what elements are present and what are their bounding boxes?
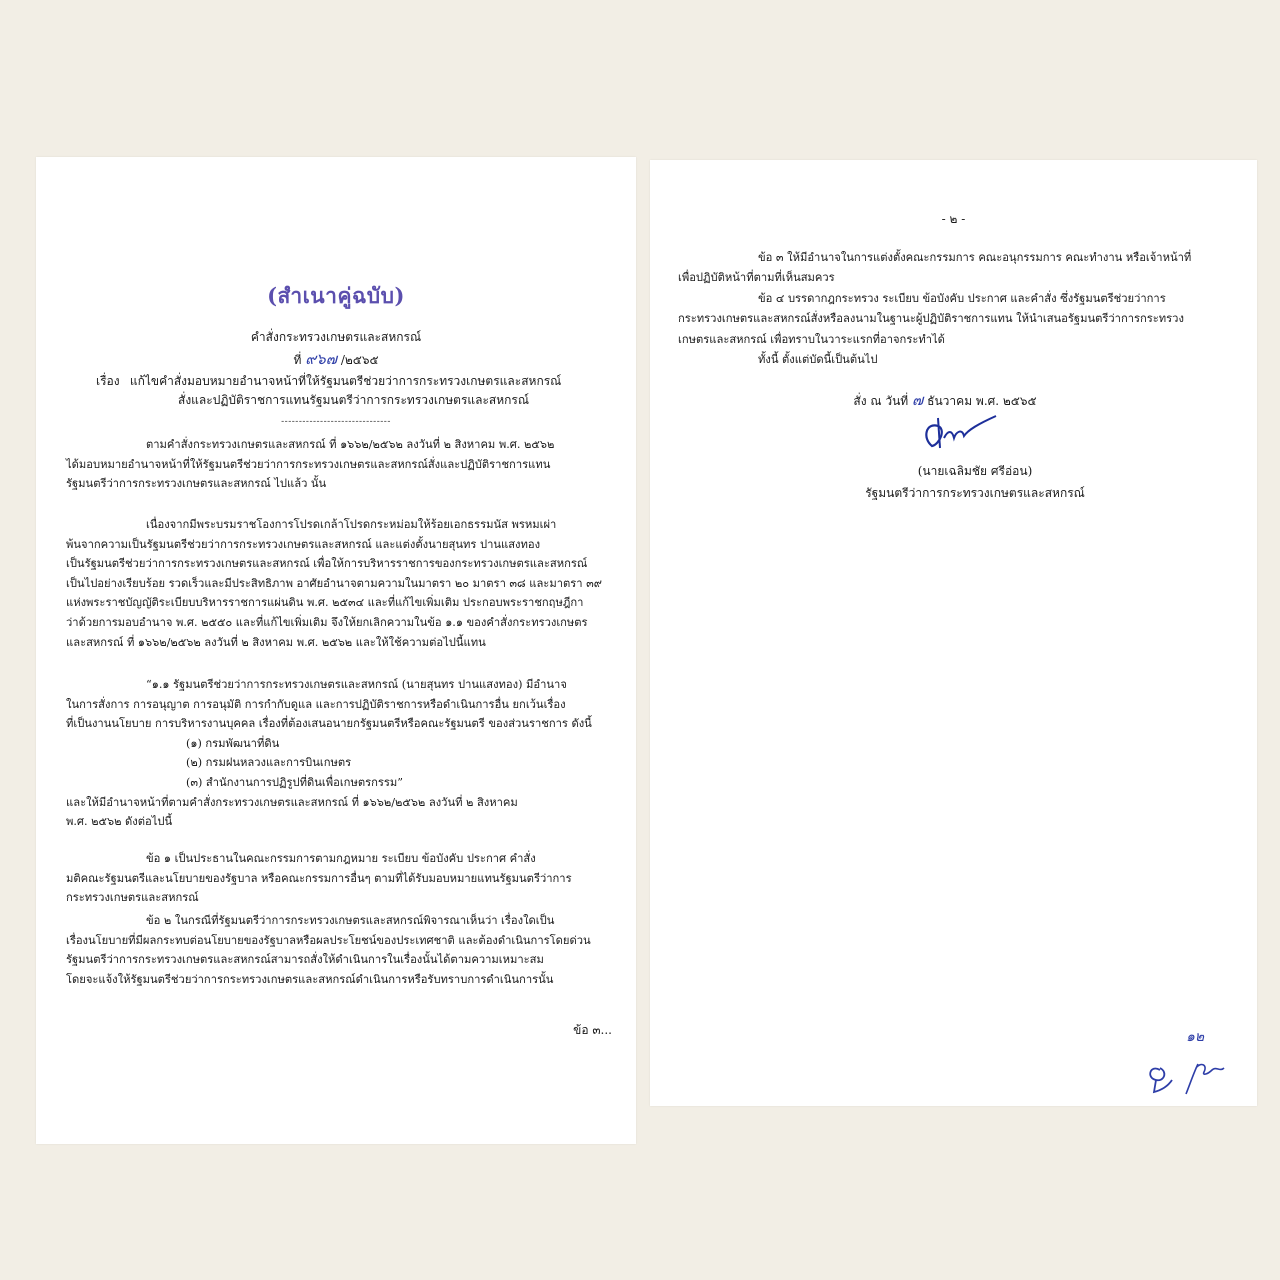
list-item: (๒) กรมฝนหลวงและการบินเกษตร bbox=[186, 756, 352, 770]
subject-label: เรื่อง bbox=[96, 374, 120, 388]
text-line: ได้มอบหมายอำนาจหน้าที่ให้รัฐมนตรีช่วยว่าการกระทรวงเกษตรและสหกรณ์สั่งและปฏิบัติราชการแทน bbox=[66, 457, 551, 471]
text-line: เกษตรและสหกรณ์ เพื่อทราบในวาระแรกที่อาจกระทำได้ bbox=[678, 332, 945, 346]
text-line: รัฐมนตรีว่าการกระทรวงเกษตรและสหกรณ์ ไปแล้ว นั้น bbox=[66, 477, 327, 491]
signer-position: รัฐมนตรีว่าการกระทรวงเกษตรและสหกรณ์ bbox=[865, 486, 1085, 500]
text-line: “๑.๑ รัฐมนตรีช่วยว่าการกระทรวงเกษตรและสหกรณ์ (นายสุนทร ปานแสงทอง) มีอำนาจ bbox=[146, 678, 567, 691]
text-line: ในการสั่งการ การอนุญาต การอนุมัติ การกำกับดูแล และการปฏิบัติราชการหรือดำเนินการอื่น ยกเว้นเรื่อง bbox=[66, 697, 566, 711]
text-line: ทั้งนี้ ตั้งแต่บัดนี้เป็นต้นไป bbox=[758, 353, 878, 367]
text-line: โดยจะแจ้งให้รัฐมนตรีช่วยว่าการกระทรวงเกษตรและสหกรณ์ดำเนินการหรือรับทราบการดำเนินการนั้น bbox=[66, 972, 554, 986]
signature bbox=[918, 408, 1008, 458]
text-line: พ.ศ. ๒๕๖๒ ดังต่อไปนี้ bbox=[66, 815, 173, 829]
text-line: เป็นไปอย่างเรียบร้อย รวดเร็วและมีประสิทธิภาพ อาศัยอำนาจตามความในมาตรา ๒๐ มาตรา ๓๘ และมาตรา ๓๙ bbox=[66, 576, 602, 590]
list-item: (๑) กรมพัฒนาที่ดิน bbox=[186, 736, 280, 750]
order-number-handwritten: ๙๖๗ bbox=[305, 350, 337, 368]
text-line: เรื่องนโยบายที่มีผลกระทบต่อนโยบายของรัฐบาลหรือผลประโยชน์ของประเทศชาติ และต้องดำเนินการโดยด่วน bbox=[66, 933, 591, 947]
initials-note: ๑๒ bbox=[1186, 1029, 1205, 1045]
order-number-suffix: /๒๕๖๕ bbox=[340, 353, 379, 367]
body-paragraph-3 bbox=[66, 675, 612, 832]
copy-stamp: (สำเนาคู่ฉบับ) bbox=[267, 283, 405, 308]
text-line: กระทรวงเกษตรและสหกรณ์ bbox=[66, 891, 199, 905]
text-line: พ้นจากความเป็นรัฐมนตรีช่วยว่าการกระทรวงเกษตรและสหกรณ์ และแต่งตั้งนายสุนทร ปานแสงทอง bbox=[66, 537, 541, 551]
signer-name: (นายเฉลิมชัย ศรีอ่อน) bbox=[917, 464, 1033, 478]
initials-mark bbox=[1138, 1024, 1238, 1104]
text-line: ข้อ ๓ ให้มีอำนาจในการแต่งตั้งคณะกรรมการ คณะอนุกรรมการ คณะทำงาน หรือเจ้าหน้าที่ bbox=[758, 251, 1192, 264]
order-number bbox=[36, 347, 636, 371]
ordered-suffix: ธันวาคม พ.ศ. ๒๕๖๕ bbox=[927, 394, 1037, 408]
text-line: เป็นรัฐมนตรีช่วยว่าการกระทรวงเกษตรและสหกรณ์ เพื่อให้การบริหารราชการของกระทรวงเกษตรและสหกรณ์ bbox=[66, 557, 588, 571]
body-paragraph-1 bbox=[66, 435, 612, 494]
ordered-day-handwritten: ๗ bbox=[912, 391, 924, 409]
subject-block bbox=[96, 372, 616, 410]
text-line: กระทรวงเกษตรและสหกรณ์สั่งหรือลงนามในฐานะผู้ปฏิบัติราชการแทน ให้นำเสนอรัฐมนตรีว่าการกระทรวง bbox=[678, 312, 1184, 326]
subject-line-1: แก้ไขคำสั่งมอบหมายอำนาจหน้าที่ให้รัฐมนตรีช่วยว่าการกระทรวงเกษตรและสหกรณ์ bbox=[129, 374, 562, 388]
document-page-1 bbox=[36, 157, 636, 1144]
body-paragraph-2 bbox=[66, 515, 612, 652]
subject-line-2: สั่งและปฏิบัติราชการแทนรัฐมนตรีว่าการกระทรวงเกษตรและสหกรณ์ bbox=[178, 393, 530, 407]
text-line: ข้อ ๑ เป็นประธานในคณะกรรมการตามกฎหมาย ระเบียบ ข้อบังคับ ประกาศ คำสั่ง bbox=[146, 852, 536, 865]
text-line: และสหกรณ์ ที่ ๑๖๖๒/๒๕๖๒ ลงวันที่ ๒ สิงหาคม พ.ศ. ๒๕๖๒ และให้ใช้ความต่อไปนี้แทน bbox=[66, 635, 486, 649]
order-number-prefix: ที่ bbox=[293, 353, 302, 367]
document-page-2 bbox=[650, 160, 1257, 1106]
text-line: ตามคำสั่งกระทรวงเกษตรและสหกรณ์ ที่ ๑๖๖๒/๒๕๖๒ ลงวันที่ ๒ สิงหาคม พ.ศ. ๒๕๖๒ bbox=[146, 438, 555, 451]
text-line: เพื่อปฏิบัติหน้าที่ตามที่เห็นสมควร bbox=[678, 271, 835, 285]
text-line: มติคณะรัฐมนตรีและนโยบายของรัฐบาล หรือคณะกรรมการอื่นๆ ตามที่ได้รับมอบหมายแทนรัฐมนตรีว่าการ bbox=[66, 871, 572, 885]
text-line: รัฐมนตรีว่าการกระทรวงเกษตรและสหกรณ์สามารถสั่งให้ดำเนินการในเรื่องนั้นได้ตามความเหมาะสม bbox=[66, 953, 544, 967]
text-line: แห่งพระราชบัญญัติระเบียบบริหารราชการแผ่นดิน พ.ศ. ๒๕๓๔ และที่แก้ไขเพิ่มเติม ประกอบพระราชกฤษฎีกา bbox=[66, 596, 584, 610]
text-line: ว่าด้วยการมอบอำนาจ พ.ศ. ๒๕๕๐ และที่แก้ไขเพิ่มเติม จึงให้ยกเลิกความในข้อ ๑.๑ ของคำสั่งกระทรวงเกษตร bbox=[66, 615, 588, 629]
ordered-prefix: สั่ง ณ วันที่ bbox=[853, 394, 909, 408]
clause-1 bbox=[66, 849, 612, 908]
clauses-3-4 bbox=[678, 248, 1233, 370]
order-title: คำสั่งกระทรวงเกษตรและสหกรณ์ bbox=[250, 330, 422, 344]
text-line: ที่เป็นงานนโยบาย การบริหารงานบุคคล เรื่องที่ต้องเสนอนายกรัฐมนตรีหรือคณะรัฐมนตรี ของส่วนราชการ ดังนี้ bbox=[66, 717, 592, 731]
page-number: - ๒ - bbox=[941, 212, 966, 226]
text-line: ข้อ ๔ บรรดากฎกระทรวง ระเบียบ ข้อบังคับ ประกาศ และคำสั่ง ซึ่งรัฐมนตรีช่วยว่าการ bbox=[758, 291, 1166, 305]
text-line: เนื่องจากมีพระบรมราชโองการโปรดเกล้าโปรดกระหม่อมให้ร้อยเอกธรรมนัส พรหมเผ่า bbox=[146, 518, 557, 531]
list-item: (๓) สำนักงานการปฏิรูปที่ดินเพื่อเกษตรกรรม” bbox=[186, 775, 403, 789]
continuation-ref: ข้อ ๓... bbox=[573, 1023, 612, 1037]
text-line: ข้อ ๒ ในกรณีที่รัฐมนตรีว่าการกระทรวงเกษตรและสหกรณ์พิจารณาเห็นว่า เรื่องใดเป็น bbox=[146, 914, 555, 927]
divider: ------------------------------- bbox=[281, 417, 391, 427]
clause-2 bbox=[66, 911, 612, 989]
text-line: และให้มีอำนาจหน้าที่ตามคำสั่งกระทรวงเกษตรและสหกรณ์ ที่ ๑๖๖๒/๒๕๖๒ ลงวันที่ ๒ สิงหาคม bbox=[66, 795, 518, 809]
